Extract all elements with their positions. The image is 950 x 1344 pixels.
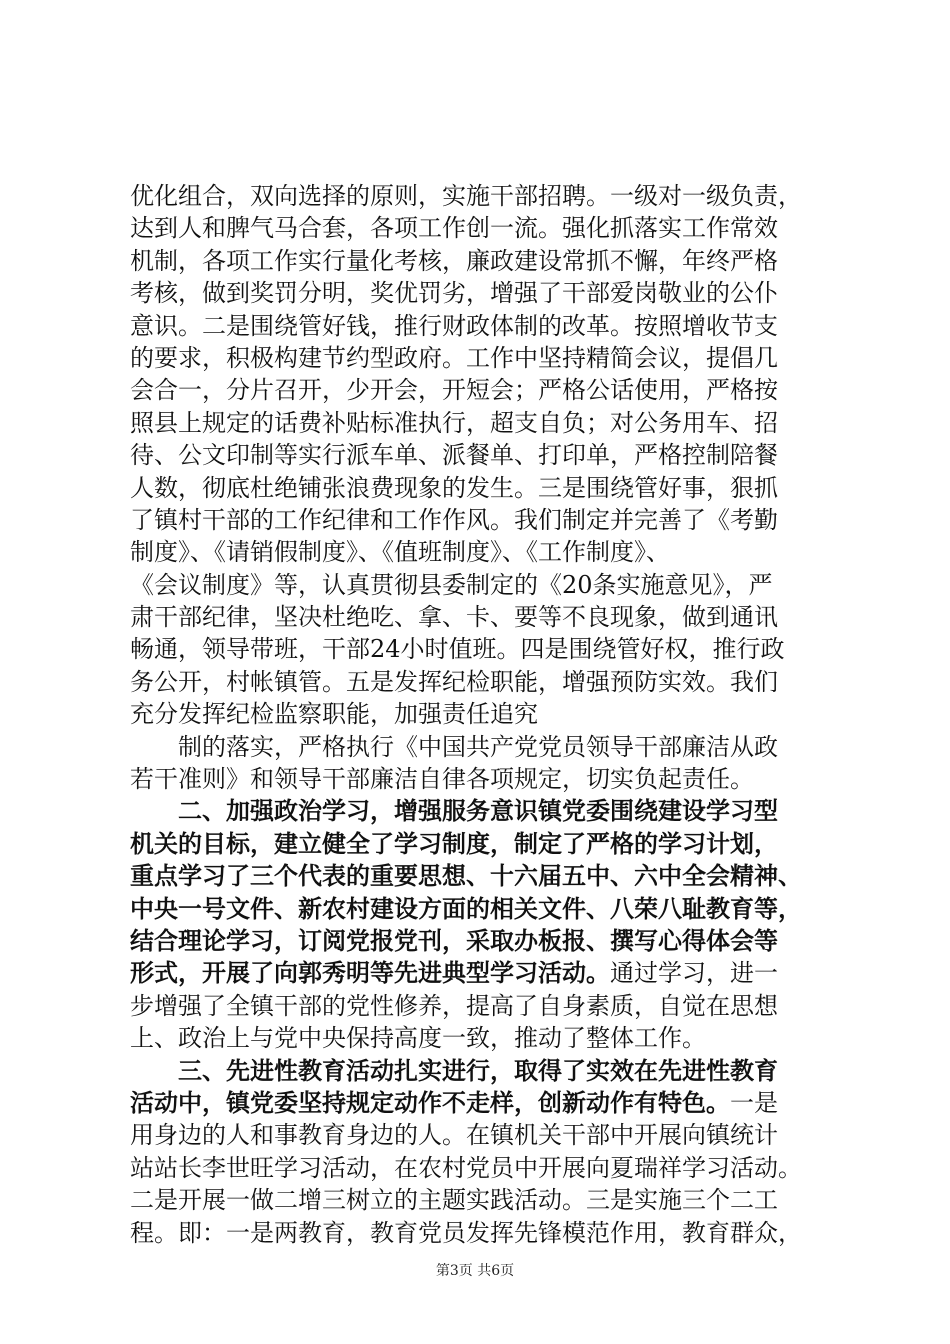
- text-line: 达到人和脾气马合套，各项工作创一流。强化抓落实工作常效: [130, 214, 778, 243]
- bold-text-segment: 形式，开展了向郭秀明等先进典型学习活动。: [130, 958, 610, 988]
- text-line: 二是开展一做二增三树立的主题实践活动。三是实施三个二工: [130, 1186, 778, 1215]
- text-segment: 一是: [730, 1088, 778, 1117]
- document-body: [130, 180, 840, 1249]
- text-line: 务公开，村帐镇管。五是发挥纪检职能，增强预防实效。我们: [130, 667, 778, 696]
- text-line: 若干准则》和领导干部廉洁自律各项规定，切实负起责任。: [130, 765, 754, 794]
- text-line: 上、政治上与党中央保持高度一致，推动了整体工作。: [130, 1024, 706, 1053]
- text-line: 《会议制度》等，认真贯彻县委制定的《20条实施意见》，严: [130, 570, 773, 599]
- text-line: 制度》、《请销假制度》、《值班制度》、《工作制度》、: [130, 538, 670, 567]
- text-line: 重点学习了三个代表的重要思想、十六届五中、六中全会精神、: [130, 861, 802, 891]
- page-footer: 第3页 共6页: [435, 1263, 515, 1279]
- text-line: 优化组合，双向选择的原则，实施干部招聘。一级对一级负责，: [130, 182, 802, 210]
- text-line: 意识。二是围绕管好钱，推行财政体制的改革。按照增收节支: [130, 311, 778, 340]
- text-line: 机关的目标，建立健全了学习制度，制定了严格的学习计划，: [130, 828, 778, 858]
- text-line: [130, 1087, 840, 1119]
- text-line: 人数，彻底杜绝铺张浪费现象的发生。三是围绕管好事，狠抓: [130, 473, 778, 502]
- text-line: 结合理论学习，订阅党报党刊，采取办板报、撰写心得体会等: [130, 925, 778, 955]
- text-line: 充分发挥纪检监察职能，加强责任追究: [130, 700, 538, 729]
- section-political-study: [130, 795, 840, 1054]
- text-line: 中央一号文件、新农村建设方面的相关文件、八荣八耻教育等，: [130, 893, 802, 923]
- text-line: 步增强了全镇干部的党性修养，提高了自身素质，自觉在思想: [130, 991, 778, 1020]
- text-line: 照县上规定的话费补贴标准执行，超支自负；对公务用车、招: [130, 408, 778, 437]
- paragraph-continuation: [130, 180, 840, 731]
- text-line: 考核，做到奖罚分明，奖优罚劣，增强了干部爱岗敬业的公仆: [130, 279, 778, 308]
- text-line: 肃干部纪律，坚决杜绝吃、拿、卡、要等不良现象，做到通讯: [130, 603, 778, 632]
- text-line: 待、公文印制等实行派车单、派餐单、打印单，严格控制陪餐: [130, 441, 778, 470]
- text-line: 站站长李世旺学习活动，在农村党员中开展向夏瑞祥学习活动。: [130, 1153, 802, 1182]
- text-line: 会合一，分片召开，少开会，开短会；严格公话使用，严格按: [130, 376, 778, 405]
- text-line: 制的落实，严格执行《中国共产党党员领导干部廉洁从政: [178, 732, 778, 761]
- text-line: 的要求，积极构建节约型政府。工作中坚持精简会议，提倡几: [130, 343, 778, 372]
- text-line: 机制，各项工作实行量化考核，廉政建设常抓不懈，年终严格: [130, 246, 778, 275]
- paragraph-discipline: [130, 731, 840, 796]
- bold-text-segment: 活动中，镇党委坚持规定动作不走样，创新动作有特色。: [130, 1087, 730, 1117]
- text-line: 用身边的人和事教育身边的人。在镇机关干部中开展向镇统计: [130, 1121, 778, 1150]
- text-segment: 通过学习，进一: [610, 959, 778, 988]
- text-line: 了镇村干部的工作纪律和工作作风。我们制定并完善了《考勤: [130, 505, 778, 534]
- section-advanced-education: [130, 1055, 840, 1249]
- section-heading: 二、加强政治学习，增强服务意识镇党委围绕建设学习型: [178, 796, 778, 826]
- section-heading: 三、先进性教育活动扎实进行，取得了实效在先进性教育: [178, 1055, 778, 1085]
- text-line: [130, 957, 840, 989]
- text-line: 程。即：一是两教育，教育党员发挥先锋模范作用，教育群众，: [130, 1218, 802, 1247]
- text-line: 畅通，领导带班，干部24小时值班。四是围绕管好权，推行政: [130, 635, 785, 664]
